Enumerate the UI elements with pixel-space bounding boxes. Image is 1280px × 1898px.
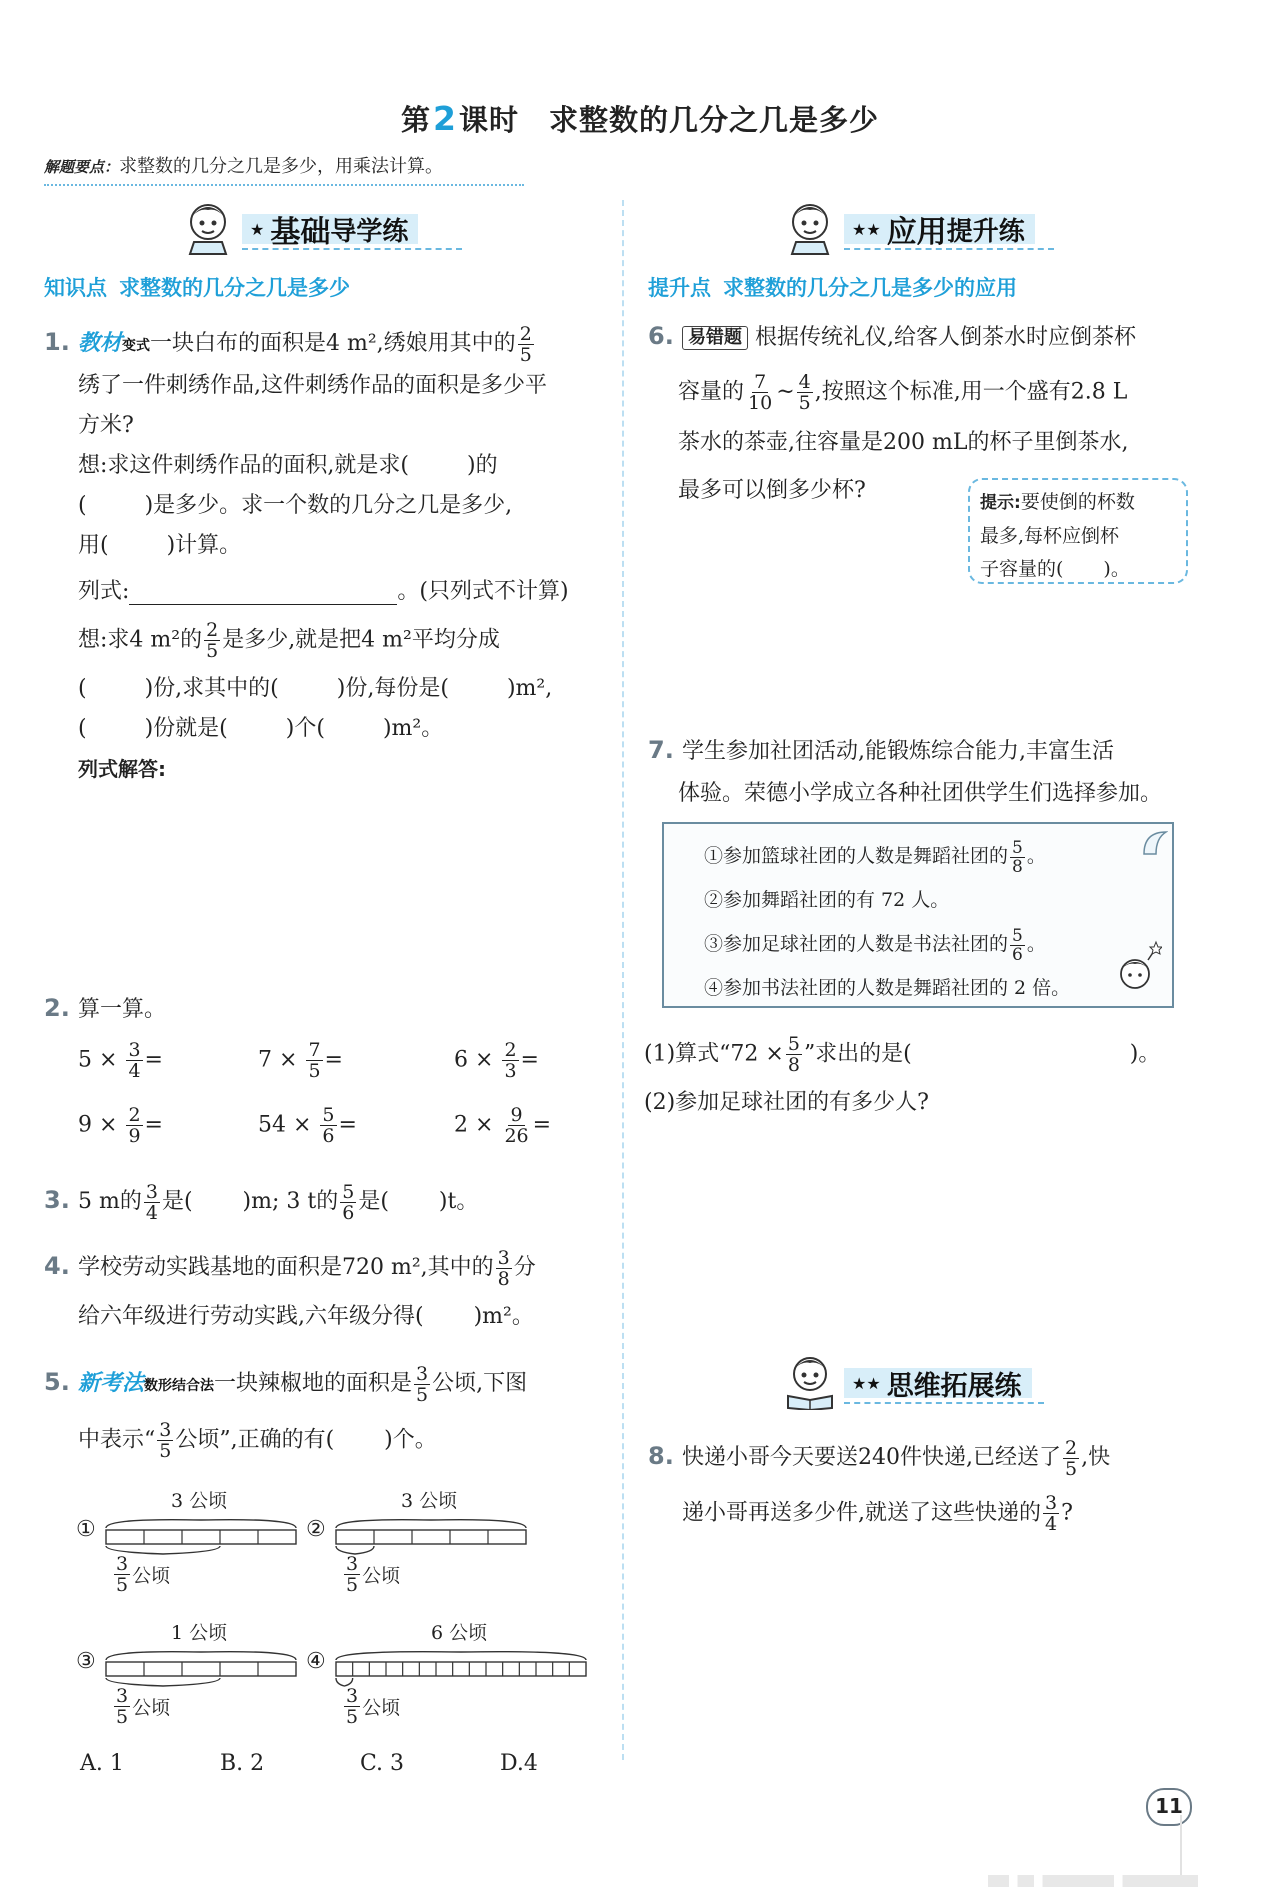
q6-number: 6.	[648, 322, 674, 350]
q1-formula-note: 。(只列式不计算)	[397, 579, 569, 604]
q6-tag-error-prone: 易错题	[682, 326, 748, 350]
q1-think-6: ( )份就是( )个( )m²。	[78, 716, 444, 741]
choice-d[interactable]: D.4	[500, 1751, 538, 1776]
diagram-part-label: $\frac{3}{5}$ 公顷	[116, 1685, 171, 1728]
bar-diagram-4	[306, 1618, 616, 1728]
choice-b[interactable]: B. 2	[220, 1751, 265, 1776]
section-thinking-title	[844, 1368, 1032, 1402]
q2-exercise-3: 6 × $\frac{2}{3}$ =	[454, 1039, 539, 1082]
title-topic: 求整数的几分之几是多少	[548, 103, 879, 137]
q2-exercise-2: 7 × $\frac{7}{5}$ =	[258, 1039, 343, 1082]
q2-number: 2.	[44, 994, 70, 1022]
q1-line2: 绣了一件刺绣作品,这件刺绣作品的面积是多少平	[78, 373, 547, 398]
q4-number: 4.	[44, 1252, 70, 1280]
q1-answer-label: 列式解答:	[78, 757, 166, 781]
section-thinking-big: 思维拓展练	[886, 1370, 1022, 1402]
diagram-part-label: $\frac{3}{5}$ 公顷	[346, 1553, 401, 1596]
q1-think-1: 想:求这件刺绣作品的面积,就是求( )的	[78, 453, 498, 478]
page-number: 11	[1146, 1788, 1192, 1826]
choice-c[interactable]: C. 3	[360, 1751, 405, 1776]
key-point-banner	[44, 152, 524, 186]
q5-tag-new: 新考法	[78, 1371, 145, 1396]
section-thinking-header	[782, 1352, 1082, 1410]
q7-subquestions	[644, 1034, 1214, 1123]
q6-hint-box: 提示:要使倒的杯数 最多,每杯应倒杯 子容量的( )。	[968, 478, 1188, 584]
bottom-decoration-strip	[988, 1875, 1198, 1887]
reading-student-icon	[782, 1352, 840, 1410]
bar-diagram-1	[76, 1486, 326, 1596]
club-fact-3: ③参加足球社团的人数是书法社团的 $\frac{5}{6}$ 。	[704, 925, 1046, 965]
diagram-mark: ②	[306, 1517, 326, 1542]
q3-number: 3.	[44, 1186, 70, 1214]
section-basic-title	[242, 214, 418, 250]
q1-think-4: 想:求4 m²的 $\frac{2}{5}$ 是多少,就是把4 m²平均分成	[78, 619, 500, 662]
q2-exercise-5: 54 × $\frac{5}{6}$ =	[258, 1104, 357, 1147]
improvement-point-heading	[648, 272, 1017, 302]
q1-text-a: 一块白布的面积是4 m²,绣娘用其中的	[150, 331, 516, 356]
question-4: 4. 学校劳动实践基地的面积是720 m²,其中的 $\frac{3}{8}$ 分 给六年级进行劳动实践,六年级分得( )m²。	[44, 1246, 536, 1329]
title-lesson: 课时	[458, 103, 519, 137]
q1-think-2: ( )是多少。求一个数的几分之几是多少,	[78, 493, 513, 518]
q7-sub-1: (1)算式“72 × $\frac{5}{8}$ ”求出的是( )。	[644, 1033, 1161, 1076]
section-apply-title	[844, 214, 1035, 250]
diagram-total-label: 3 公顷	[171, 1490, 228, 1512]
key-point-label: 解题要点：	[44, 158, 120, 176]
question-2	[44, 988, 604, 1146]
q1-tag-textbook: 教材	[78, 331, 123, 356]
lesson-number: 2	[433, 99, 457, 138]
fairy-mascot-icon	[1108, 940, 1162, 1000]
q1-number: 1.	[44, 328, 70, 356]
improvement-text: 求整数的几分之几是多少的应用	[723, 276, 1017, 300]
question-1	[44, 322, 604, 789]
knowledge-point-heading	[44, 272, 350, 302]
section-basic-small: 导学练	[330, 216, 409, 247]
section-basic-big: 基础	[270, 215, 331, 250]
page-title	[0, 98, 1280, 139]
diagram-part-label: $\frac{3}{5}$ 公顷	[116, 1553, 171, 1596]
hint-label: 提示:	[980, 493, 1021, 513]
diagram-total-label: 1 公顷	[171, 1622, 228, 1644]
diagram-mark: ③	[76, 1649, 96, 1674]
section-basic-stars: ★	[250, 219, 265, 239]
diagram-part-label: $\frac{3}{5}$ 公顷	[346, 1685, 401, 1728]
q1-formula-blank[interactable]	[129, 580, 397, 605]
q2-exercise-grid	[44, 1040, 604, 1146]
q2-exercise-4: 9 × $\frac{2}{9}$ =	[78, 1104, 163, 1147]
diagram-mark: ①	[76, 1517, 96, 1542]
bar-diagram-3	[76, 1618, 326, 1728]
q7-number: 7.	[648, 736, 674, 764]
q1-fraction: $\frac{2}{5}$	[519, 322, 532, 366]
question-7: 7. 学生参加社团活动,能锻炼综合能力,丰富生活 体验。荣德小学成立各种社团供学生们选择参加。	[648, 730, 1208, 814]
q1-line3: 方米?	[78, 413, 134, 438]
q8-number: 8.	[648, 1442, 674, 1470]
knowledge-label: 知识点	[44, 276, 107, 300]
club-fact-1: ①参加篮球社团的人数是舞蹈社团的 $\frac{5}{8}$ 。	[704, 837, 1046, 877]
q1-formula-line	[44, 572, 604, 612]
q1-tag-variant: 变式	[122, 338, 151, 354]
section-apply-stars: ★★	[852, 219, 881, 239]
q5-choices	[80, 1744, 640, 1784]
section-apply-small: 提升练	[946, 216, 1025, 247]
knowledge-text: 求整数的几分之几是多少	[119, 276, 350, 300]
diagram-total-label: 6 公顷	[431, 1622, 488, 1644]
q5-number: 5.	[44, 1368, 70, 1396]
key-point-text: 求整数的几分之几是多少，用乘法计算。	[119, 156, 444, 177]
student-mascot-icon	[782, 198, 840, 256]
section-basic-header	[180, 198, 480, 256]
section-apply-header	[782, 198, 1082, 256]
diagram-total-label: 3 公顷	[401, 1490, 458, 1512]
q7-info-scroll	[662, 822, 1174, 1008]
question-6: 6. 易错题 根据传统礼仪,给客人倒茶水时应倒茶杯 容量的 $\frac{7}{10}$ ~ $\frac{4}{5}$ ,按照这个标准,用一个盛有2.8 L 茶水的茶壶,往容量是200 mL的杯子里倒茶水, 最多可以倒多少杯?	[648, 316, 1208, 511]
diagram-mark: ④	[306, 1649, 326, 1674]
column-divider	[622, 200, 624, 1760]
q1-line1	[44, 322, 604, 366]
bar-diagram-2	[306, 1486, 556, 1596]
club-fact-2: ②参加舞蹈社团的有 72 人。	[704, 889, 950, 911]
question-5: 5. 新考法数形结合法一块辣椒地的面积是 $\frac{3}{5}$ 公顷,下图 中表示“ $\frac{3}{5}$ 公顷”,正确的有( )个。	[44, 1362, 528, 1462]
section-thinking-stars: ★★	[852, 1373, 881, 1393]
title-prefix: 第	[400, 103, 431, 137]
q1-think-3: 用( )计算。	[78, 533, 242, 558]
club-fact-4: ④参加书法社团的人数是舞蹈社团的 2 倍。	[704, 977, 1071, 999]
improvement-label: 提升点	[648, 276, 711, 300]
q1-formula-label: 列式:	[78, 579, 130, 604]
section-apply-big: 应用	[886, 215, 947, 250]
q2-exercise-6: 2 × $\frac{9}{26}$ =	[454, 1104, 552, 1147]
q2-exercise-1: 5 × $\frac{3}{4}$ =	[78, 1039, 163, 1082]
choice-a[interactable]: A. 1	[80, 1751, 124, 1776]
q7-sub-2: (2)参加足球社团的有多少人?	[644, 1090, 929, 1115]
question-8: 8. 快递小哥今天要送240件快递,已经送了 $\frac{2}{5}$ ,快 递小哥再送多少件,就送了这些快递的 $\frac{3}{4}$ ?	[648, 1436, 1111, 1535]
student-mascot-icon	[180, 198, 238, 256]
question-3: 3. 5 m的 $\frac{3}{4}$ 是( )m; 3 t的 $\frac{5}{6}$ 是( )t。	[44, 1180, 479, 1224]
q1-think-fraction: $\frac{2}{5}$	[206, 619, 219, 662]
scroll-curl-icon	[1142, 830, 1168, 856]
q5-tag-method: 数形结合法	[144, 1378, 215, 1394]
q2-text: 算一算。	[78, 997, 167, 1022]
q1-think-5: ( )份,求其中的( )份,每份是( )m²,	[78, 676, 553, 701]
